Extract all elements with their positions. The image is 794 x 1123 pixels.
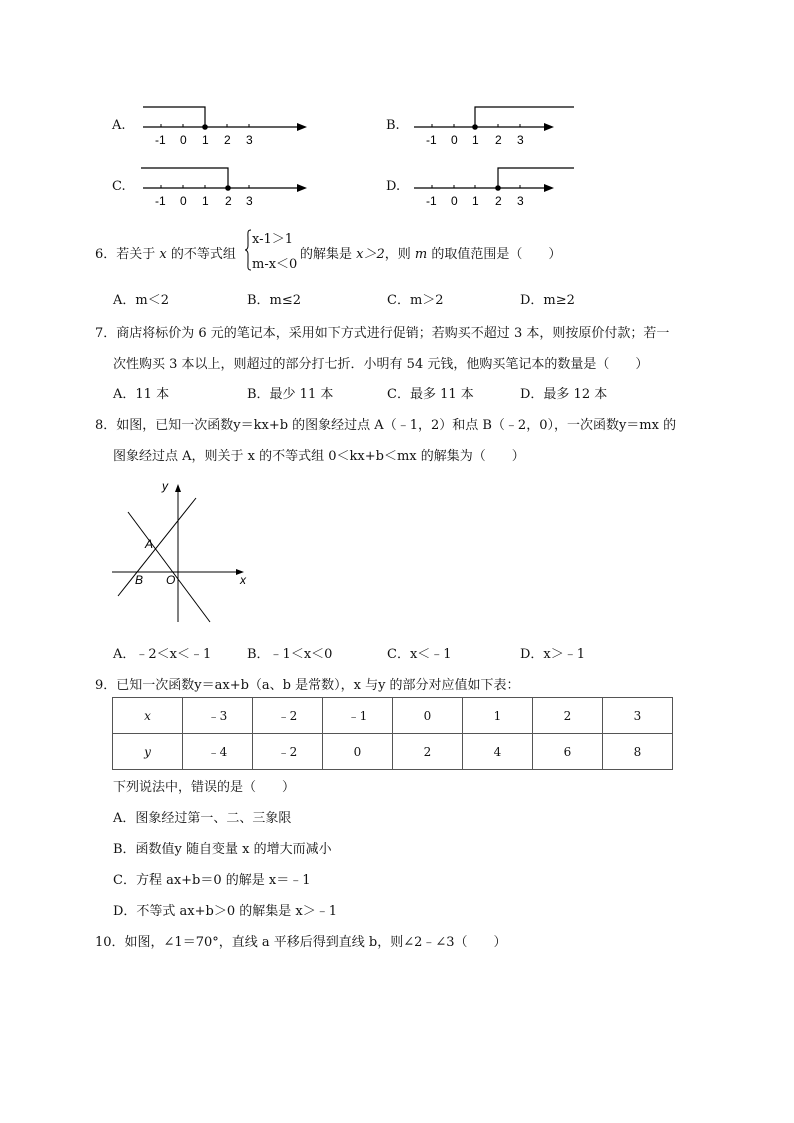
q6-pre: 6．若关于 (95, 247, 160, 262)
system-eq-2: m-x＜0 (252, 257, 298, 272)
question-7-line-1: 7．商店将标价为 6 元的笔记本，采用如下方式进行促销；若购买不超过 3 本，则按原价付款；若一 (95, 326, 670, 341)
table-cell: ﹣1 (323, 698, 393, 734)
tick-label: -1 (155, 194, 166, 208)
tick-label: 0 (451, 133, 458, 147)
option-label: A. (112, 118, 126, 133)
numberline (408, 163, 588, 209)
tick-label: 1 (202, 133, 209, 147)
y-axis-label: y (162, 479, 168, 493)
q6-var-m: m (414, 247, 428, 262)
q8-option-c[interactable]: C．x＜﹣1 (387, 647, 452, 662)
tick-label: 2 (495, 133, 502, 147)
numberline (408, 102, 588, 148)
q6-cond: x＞2 (356, 247, 385, 262)
tick-label: 3 (517, 133, 524, 147)
table-cell: 6 (533, 734, 603, 770)
q8-option-d[interactable]: D．x＞﹣1 (520, 647, 586, 662)
tick-label: 3 (246, 133, 253, 147)
table-cell: y (113, 734, 183, 770)
q9-option-c[interactable]: C．方程 ax+b＝0 的解是 x＝﹣1 (113, 873, 311, 888)
q7-option-d[interactable]: D．最多 12 本 (520, 387, 608, 402)
tick-label: 0 (451, 194, 458, 208)
y-axis-arrow (175, 484, 181, 492)
tick-label: 0 (180, 133, 187, 147)
origin-label: O (166, 573, 176, 587)
q9-option-a[interactable]: A．图象经过第一、二、三象限 (113, 811, 292, 826)
table-row-y (113, 734, 673, 770)
system-eq-1: x-1＞1 (252, 232, 294, 247)
table-cell: ﹣3 (183, 698, 253, 734)
tick-label: 0 (180, 194, 187, 208)
q6-var-x: x (159, 247, 167, 262)
table-cell: 0 (393, 698, 463, 734)
question-7-line-2: 次性购买 3 本以上，则超过的部分打七折．小明有 54 元钱，他购买笔记本的数量是（ ） (113, 357, 649, 372)
q6-mid: 的不等式组 (166, 247, 236, 262)
table-row-x (113, 698, 673, 734)
q7-option-b[interactable]: B．最少 11 本 (247, 387, 334, 402)
q6-option-d[interactable]: D．m≥2 (520, 293, 575, 308)
q9-option-d[interactable]: D．不等式 ax+b＞0 的解集是 x＞﹣1 (113, 904, 337, 919)
question-8-line-2: 图象经过点 A，则关于 x 的不等式组 0＜kx+b＜mx 的解集为（ ） (113, 449, 525, 464)
table-cell: 8 (603, 734, 673, 770)
question-6-stem (95, 243, 236, 262)
table-cell: ﹣2 (253, 698, 323, 734)
table-cell: 0 (323, 734, 393, 770)
point-a-label: A (145, 537, 154, 551)
q6-post3: 的取值范围是（ ） (427, 247, 562, 262)
q8-coordinate-graph (110, 478, 260, 628)
numberline (137, 163, 317, 209)
point-b-label: B (135, 573, 144, 587)
q7-option-a[interactable]: A．11 本 (113, 387, 170, 402)
tick-label: 3 (517, 194, 524, 208)
line-kx-b (128, 512, 210, 622)
system-brace (244, 229, 252, 271)
table-cell: 2 (533, 698, 603, 734)
q9-option-b[interactable]: B．函数值y 随自变量 x 的增大而减小 (113, 842, 332, 857)
q6-option-b[interactable]: B．m≤2 (247, 293, 302, 308)
tick-label: -1 (426, 133, 437, 147)
tick-label: -1 (155, 133, 166, 147)
tick-label: 3 (246, 194, 253, 208)
tick-label: 1 (202, 194, 209, 208)
tick-label: -1 (426, 194, 437, 208)
x-axis-label: x (240, 573, 246, 587)
tick-label: 1 (472, 133, 479, 147)
q6-option-a[interactable]: A．m＜2 (113, 293, 169, 308)
table-cell: x (113, 698, 183, 734)
line-mx (118, 498, 196, 596)
q7-option-c[interactable]: C．最多 11 本 (387, 387, 474, 402)
question-8-line-1: 8．如图，已知一次函数y＝kx+b 的图象经过点 A（﹣1，2）和点 B（﹣2，0），一次函数y＝mx 的 (95, 418, 677, 433)
q8-option-b[interactable]: B．﹣1＜x＜0 (247, 647, 333, 662)
option-label: D. (386, 179, 401, 194)
option-label: B. (386, 118, 400, 133)
table-cell: 3 (603, 698, 673, 734)
table-cell: ﹣4 (183, 734, 253, 770)
tick-label: 2 (495, 194, 502, 208)
question-9-prompt: 下列说法中，错误的是（ ） (113, 780, 296, 795)
q6-post2: ，则 (384, 247, 415, 262)
q8-option-a[interactable]: A．﹣2＜x＜﹣1 (113, 647, 212, 662)
tick-label: 2 (225, 194, 232, 208)
q6-post: 的解集是 (300, 247, 357, 262)
q6-option-c[interactable]: C．m＞2 (387, 293, 444, 308)
tick-label: 1 (472, 194, 479, 208)
question-10-line-1: 10．如图，∠1＝70°，直线 a 平移后得到直线 b，则∠2﹣∠3（ ） (95, 935, 507, 950)
tick-label: 2 (224, 133, 231, 147)
q9-value-table (112, 697, 673, 770)
table-cell: 4 (463, 734, 533, 770)
question-6-stem-end (300, 243, 561, 262)
table-cell: 1 (463, 698, 533, 734)
option-label: C. (112, 179, 126, 194)
table-cell: ﹣2 (253, 734, 323, 770)
numberline (137, 102, 317, 148)
question-9-line-1: 9．已知一次函数y＝ax+b（a、b 是常数），x 与y 的部分对应值如下表： (95, 678, 520, 693)
table-cell: 2 (393, 734, 463, 770)
